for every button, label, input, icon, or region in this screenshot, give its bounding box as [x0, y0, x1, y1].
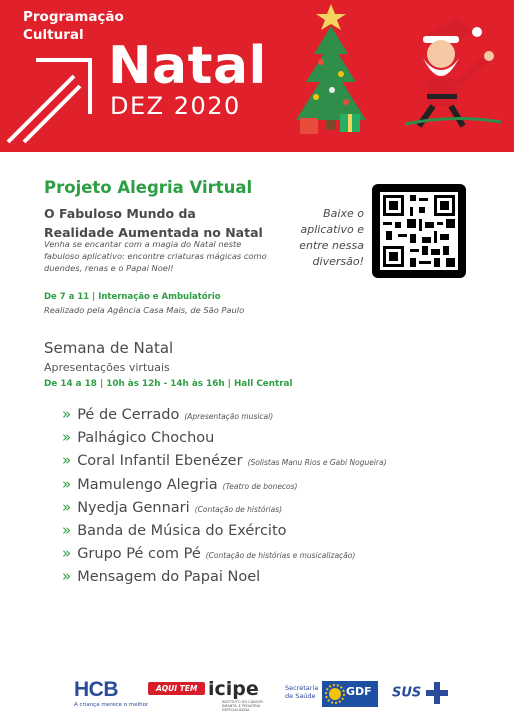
chevron-right-icon: » [62, 567, 72, 586]
activity-note: (Solistas Manu Rios e Gabi Nogueira) [247, 458, 387, 468]
list-item [62, 564, 387, 587]
list-item [62, 541, 387, 564]
hcb-logo: HCB [74, 678, 118, 701]
project-subtitle-line-2: Realidade Aumentada no Natal [44, 225, 263, 240]
project-note: Realizado pela Agência Casa Mais, de São Paulo [44, 305, 245, 315]
header-banner [0, 0, 514, 152]
activity-name: Mamulengo Alegria [77, 476, 218, 493]
list-item [62, 472, 387, 495]
secretaria-saude-logo: Secretaria de Saúde [285, 684, 319, 700]
activity-note: (Apresentação musical) [184, 412, 274, 421]
list-item [62, 518, 387, 541]
aqui-tem-badge: AQUI TEM [148, 682, 205, 695]
activity-name: Palhágico Chochou [77, 430, 215, 447]
icipe-logo: icipe [208, 678, 259, 700]
chevron-right-icon: » [62, 544, 72, 563]
santa-claus-icon [405, 14, 505, 134]
qr-code-icon [380, 192, 458, 270]
list-item [62, 448, 387, 471]
activity-note: (Contação de histórias) [194, 504, 283, 514]
week-subtitle: Apresentações virtuais [44, 361, 170, 374]
cross-icon [426, 682, 448, 704]
gdf-label: GDF [346, 685, 372, 698]
sus-label: SUS [392, 685, 422, 701]
qr-caption: Baixe o aplicativo e entre nessa diversão! [299, 207, 364, 268]
project-title: Projeto Alegria Virtual [44, 178, 253, 197]
sun-emblem-icon [324, 683, 346, 705]
chevron-right-icon: » [62, 497, 72, 516]
project-description: Venha se encantar com a magia do Natal neste fabuloso aplicativo: encontre criaturas mágicas como duendes, renas e o Papai Noel! [44, 239, 267, 273]
week-title: Semana de Natal [44, 339, 174, 357]
arrow-outline-icon [4, 46, 104, 146]
week-dates: De 14 a 18 | 10h às 12h - 14h às 16h | Hall Central [44, 379, 293, 389]
activity-note: (Contação de histórias e musicalização) [205, 551, 356, 561]
series-label-line-1: Programação [23, 9, 124, 25]
activity-name: Pé de Cerrado [77, 407, 180, 423]
christmas-tree-icon [286, 2, 376, 150]
chevron-right-icon: » [62, 451, 72, 470]
chevron-right-icon: » [62, 405, 72, 423]
activity-name: Mensagem do Papai Noel [77, 569, 261, 586]
banner-date: DEZ 2020 [110, 92, 241, 120]
project-subtitle [44, 204, 274, 242]
sponsor-logos [0, 670, 514, 726]
activity-note: (Teatro de bonecos) [222, 481, 298, 491]
project-subtitle-line-1: O Fabuloso Mundo da [44, 206, 196, 221]
activity-name: Grupo Pé com Pé [77, 546, 201, 563]
chevron-right-icon: » [62, 520, 72, 539]
hcb-tagline: A criança merece o melhor [74, 702, 149, 708]
activity-name: Nyedja Gennari [77, 499, 190, 516]
activity-list [62, 402, 387, 588]
activity-name: Banda de Música do Exército [77, 522, 287, 539]
chevron-right-icon: » [62, 428, 72, 447]
icipe-tagline: INSTITUTO DO CÂNCER INFANTIL E PEDIATRIA ESPECIALIZADA [222, 700, 263, 712]
list-item [62, 495, 387, 518]
chevron-right-icon: » [62, 474, 72, 493]
qr-code[interactable] [372, 184, 466, 278]
activity-name: Coral Infantil Ebenézer [77, 453, 243, 470]
list-item [62, 425, 387, 448]
gdf-logo [322, 681, 378, 707]
sus-logo [392, 682, 448, 704]
list-item [62, 402, 387, 425]
project-dates: De 7 a 11 | Internação e Ambulatório [44, 292, 221, 302]
series-label-line-2: Cultural [23, 27, 84, 43]
banner-title: Natal [108, 36, 267, 96]
